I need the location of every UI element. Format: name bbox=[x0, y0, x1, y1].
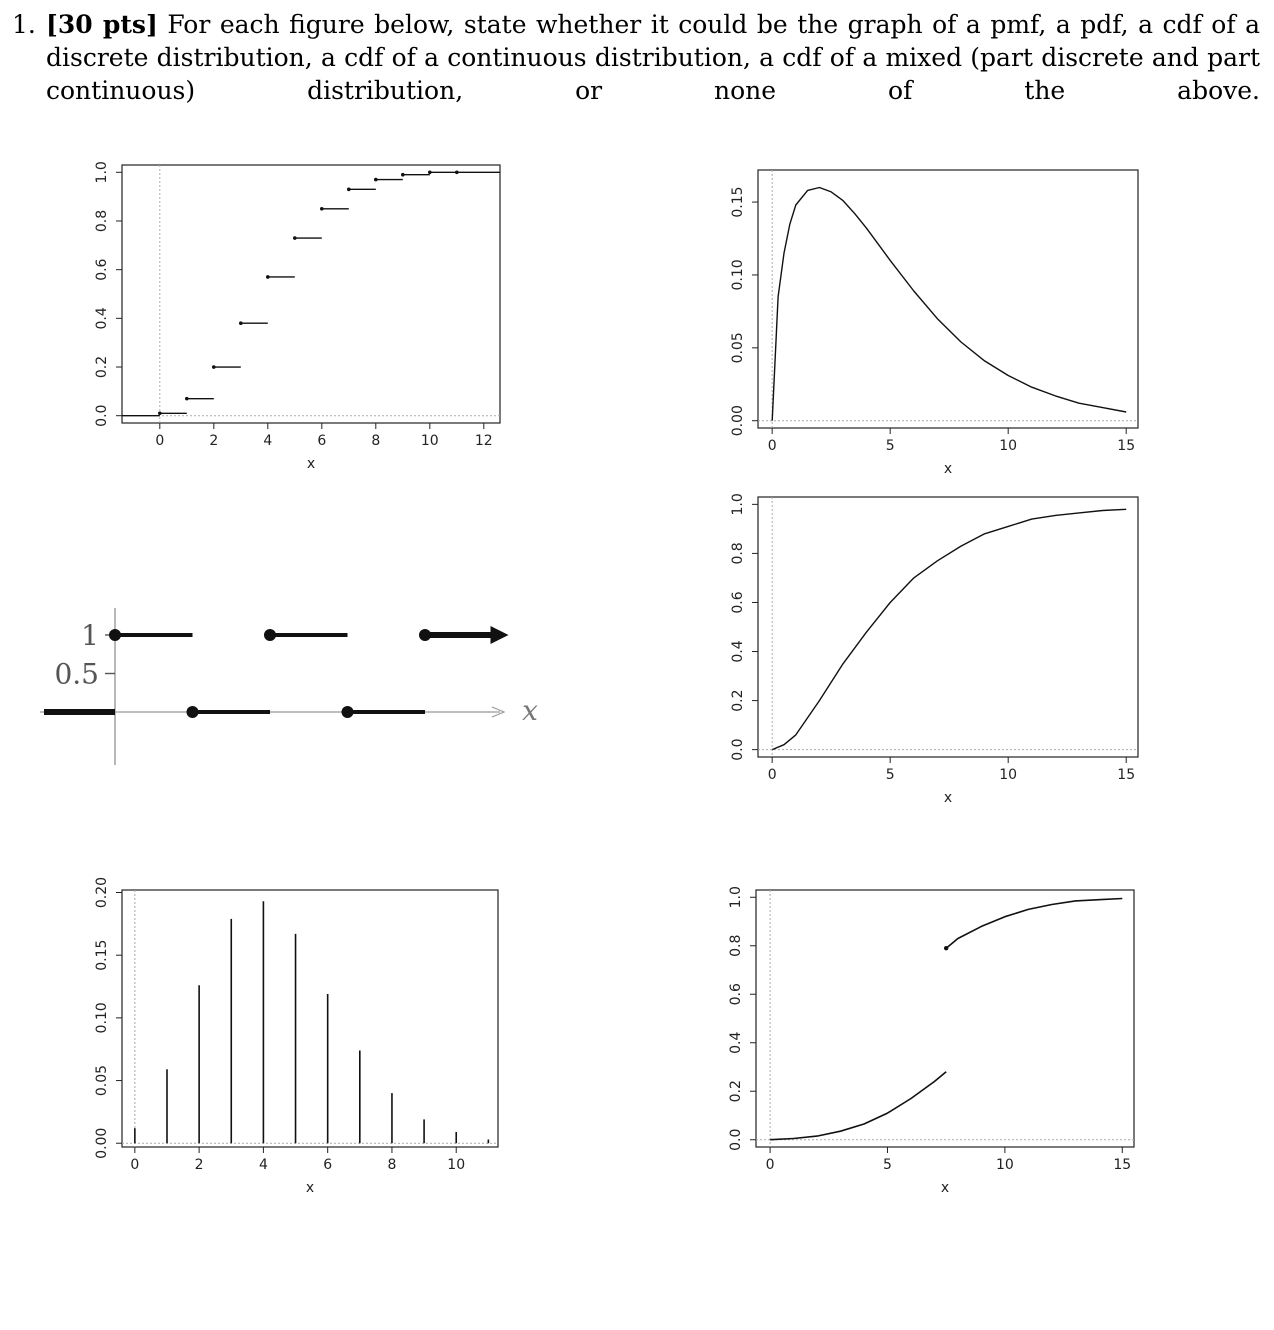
y-tick-label: 1.0 bbox=[94, 161, 110, 184]
step-point bbox=[428, 171, 432, 175]
figure-a-step-cdf bbox=[80, 155, 520, 490]
x-tick-label: 0 bbox=[767, 438, 777, 454]
y-tick-label: 0.4 bbox=[94, 307, 110, 330]
step-point bbox=[239, 321, 243, 325]
arrow-head bbox=[491, 626, 509, 644]
plot-frame bbox=[122, 165, 500, 423]
y-tick-label: 0.4 bbox=[730, 640, 746, 663]
x-axis-label: x bbox=[522, 694, 538, 727]
x-tick-label: 2 bbox=[194, 1157, 204, 1173]
plot-frame bbox=[758, 497, 1138, 757]
x-axis-label: x bbox=[940, 1180, 950, 1196]
y-tick-label: 0.8 bbox=[730, 542, 746, 565]
figure-c-step-function bbox=[40, 590, 540, 775]
x-tick-label: 10 bbox=[999, 767, 1018, 783]
y-tick-label: 0.05 bbox=[730, 332, 746, 364]
density-curve bbox=[772, 188, 1126, 421]
closed-endpoint bbox=[342, 706, 354, 718]
step-point bbox=[185, 397, 189, 401]
x-tick-label: 12 bbox=[474, 433, 493, 449]
y-tick-label: 1 bbox=[81, 619, 99, 652]
jump-point bbox=[944, 946, 948, 950]
x-tick-label: 4 bbox=[263, 433, 273, 449]
step-point bbox=[158, 411, 162, 415]
y-tick-label: 0.6 bbox=[728, 983, 744, 1006]
x-tick-label: 8 bbox=[387, 1157, 397, 1173]
step-point bbox=[212, 365, 216, 369]
x-tick-label: 15 bbox=[1113, 1157, 1132, 1173]
step-point bbox=[455, 171, 459, 175]
y-tick-label: 0.05 bbox=[94, 1064, 110, 1097]
step-point bbox=[347, 188, 351, 192]
x-axis-label: x bbox=[943, 461, 953, 477]
x-tick-label: 10 bbox=[995, 1157, 1014, 1173]
y-tick-label: 0.6 bbox=[94, 258, 110, 281]
figure-f-mixed-cdf bbox=[710, 875, 1150, 1215]
y-tick-label: 0.8 bbox=[94, 209, 110, 233]
plot-frame bbox=[758, 170, 1138, 428]
problem-number: 1. bbox=[12, 10, 36, 39]
step-point bbox=[293, 236, 297, 240]
y-tick-label: 0.2 bbox=[728, 1080, 744, 1103]
problem-text: For each figure below, state whether it could be the graph of a pmf, a pdf, a cdf of a discrete distribution, a cdf of a continuous distribution, a cdf of a mixed (part discrete and part continuous) distribution, or none of the above. bbox=[46, 10, 1260, 105]
step-point bbox=[401, 173, 405, 177]
x-tick-label: 10 bbox=[420, 433, 439, 449]
x-tick-label: 10 bbox=[999, 438, 1018, 454]
y-tick-label: 0.8 bbox=[728, 934, 744, 957]
cdf-lower-curve bbox=[770, 1072, 946, 1140]
cdf-upper-curve bbox=[946, 899, 1122, 949]
plot-frame bbox=[756, 890, 1134, 1147]
figure-b-density-curve bbox=[710, 160, 1150, 490]
x-tick-label: 0 bbox=[155, 433, 165, 449]
y-tick-label: 0.20 bbox=[94, 876, 110, 909]
closed-endpoint bbox=[419, 629, 431, 641]
closed-endpoint bbox=[109, 629, 121, 641]
x-tick-label: 6 bbox=[317, 433, 327, 449]
x-tick-label: 5 bbox=[883, 1157, 892, 1173]
y-tick-label: 0.0 bbox=[730, 738, 746, 761]
y-tick-label: 0.0 bbox=[728, 1128, 744, 1151]
y-tick-label: 0.6 bbox=[730, 591, 746, 614]
x-tick-label: 10 bbox=[447, 1157, 466, 1173]
y-tick-label: 0.5 bbox=[54, 657, 99, 691]
y-tick-label: 0.00 bbox=[94, 1127, 110, 1159]
x-tick-label: 5 bbox=[885, 438, 895, 454]
y-tick-label: 0.15 bbox=[730, 186, 746, 218]
step-point bbox=[266, 275, 270, 279]
y-tick-label: 1.0 bbox=[728, 886, 744, 909]
x-axis-label: x bbox=[306, 456, 316, 472]
problem-points: [30 pts] bbox=[46, 10, 158, 39]
y-tick-label: 0.4 bbox=[728, 1031, 744, 1054]
closed-endpoint bbox=[187, 706, 199, 718]
y-tick-label: 0.0 bbox=[94, 404, 110, 427]
closed-endpoint bbox=[264, 629, 276, 641]
y-tick-label: 0.00 bbox=[730, 405, 746, 437]
x-tick-label: 6 bbox=[323, 1157, 333, 1173]
x-axis-label: x bbox=[305, 1180, 315, 1196]
x-tick-label: 15 bbox=[1117, 767, 1136, 783]
x-axis-label: x bbox=[943, 790, 953, 806]
y-tick-label: 0.2 bbox=[730, 689, 746, 712]
step-point bbox=[374, 178, 378, 182]
x-tick-label: 4 bbox=[258, 1157, 268, 1173]
y-tick-label: 0.10 bbox=[94, 1002, 110, 1034]
y-tick-label: 1.0 bbox=[730, 493, 746, 516]
plot-frame bbox=[122, 890, 498, 1147]
x-tick-label: 0 bbox=[767, 767, 777, 783]
cdf-curve bbox=[772, 509, 1126, 749]
y-tick-label: 0.10 bbox=[730, 259, 746, 291]
x-tick-label: 0 bbox=[130, 1157, 140, 1173]
x-tick-label: 15 bbox=[1117, 438, 1136, 454]
figure-d-smooth-cdf bbox=[710, 485, 1150, 815]
x-tick-label: 8 bbox=[371, 433, 381, 449]
figure-e-spike-pmf bbox=[80, 875, 520, 1215]
step-point bbox=[320, 207, 324, 211]
x-tick-label: 2 bbox=[209, 433, 219, 449]
x-tick-label: 5 bbox=[885, 767, 895, 783]
y-tick-label: 0.2 bbox=[94, 355, 110, 379]
problem-statement bbox=[12, 8, 1260, 140]
y-tick-label: 0.15 bbox=[94, 939, 110, 971]
x-tick-label: 0 bbox=[765, 1157, 775, 1173]
